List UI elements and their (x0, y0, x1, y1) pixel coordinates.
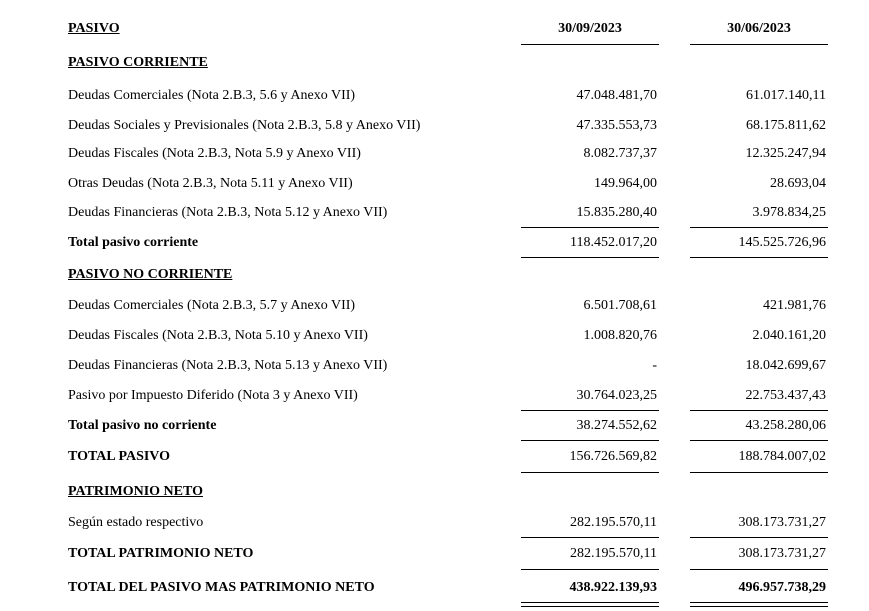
table-row (0, 202, 869, 224)
header-underline-col2 (690, 44, 828, 45)
row-label: Deudas Comerciales (Nota 2.B.3, 5.6 y Anexo VII) (68, 88, 356, 103)
grand-total-double-line-bottom-col2 (690, 606, 828, 607)
total-row (0, 543, 869, 565)
total-value-col2: 43.258.280,06 (745, 418, 826, 433)
row-value-col2: 61.017.140,11 (746, 88, 826, 103)
row-label: Deudas Financieras (Nota 2.B.3, Nota 5.13 y Anexo VII) (68, 358, 388, 373)
total-value-col2: 145.525.726,96 (738, 235, 826, 250)
column-header-30-06-2023: 30/06/2023 (727, 21, 791, 36)
row-value-col1: 282.195.570,11 (570, 515, 657, 530)
total-pasivo-label: TOTAL PASIVO (68, 449, 171, 464)
row-value-col2: 22.753.437,43 (745, 388, 826, 403)
row-value-col2: 2.040.161,20 (752, 328, 826, 343)
row-value-col2: 308.173.731,27 (738, 515, 826, 530)
total-row (0, 415, 869, 437)
row-value-col2: 18.042.699,67 (745, 358, 826, 373)
grand-total-double-line-top-col1 (521, 602, 659, 603)
row-label: Deudas Comerciales (Nota 2.B.3, 5.7 y Anexo VII) (68, 298, 356, 313)
row-value-col2: 12.325.247,94 (745, 146, 826, 161)
grand-total-row (0, 577, 869, 599)
subtotal-line-col1 (521, 410, 659, 411)
total-line-col1 (521, 257, 659, 258)
section-title-patrimonio-neto: PATRIMONIO NETO (68, 484, 203, 499)
total-pasivo-value-col1: 156.726.569,82 (569, 449, 657, 464)
row-label: Deudas Fiscales (Nota 2.B.3, Nota 5.9 y Anexo VII) (68, 146, 361, 161)
subtotal-line-col2 (690, 537, 828, 538)
grand-total-value-col1: 438.922.139,93 (569, 580, 657, 595)
table-row (0, 115, 869, 137)
table-row (0, 355, 869, 377)
table-row (0, 385, 869, 407)
header-row (0, 18, 869, 40)
row-value-col2: 28.693,04 (770, 176, 826, 191)
row-label: Pasivo por Impuesto Diferido (Nota 3 y Anexo VII) (68, 388, 358, 403)
row-value-col1: 1.008.820,76 (583, 328, 657, 343)
total-line-col1 (521, 440, 659, 441)
section-title-pasivo: PASIVO (68, 21, 120, 36)
grand-total-double-line-top-col2 (690, 602, 828, 603)
total-patrimonio-line-col1 (521, 569, 659, 570)
row-value-col1: 149.964,00 (594, 176, 657, 191)
row-value-col2: 68.175.811,62 (746, 118, 826, 133)
subtotal-line-col1 (521, 537, 659, 538)
table-row (0, 512, 869, 534)
grand-total-value-col2: 496.957.738,29 (738, 580, 826, 595)
total-pasivo-row (0, 446, 869, 468)
total-value-col1: 38.274.552,62 (576, 418, 657, 433)
grand-total-double-line-bottom-col1 (521, 606, 659, 607)
total-pasivo-line-col2 (690, 472, 828, 473)
row-label: Deudas Financieras (Nota 2.B.3, Nota 5.12 y Anexo VII) (68, 205, 388, 220)
row-value-col1: 15.835.280,40 (576, 205, 657, 220)
table-row (0, 173, 869, 195)
total-pasivo-line-col1 (521, 472, 659, 473)
row-label: Según estado respectivo (68, 515, 204, 530)
total-value-col1: 118.452.017,20 (570, 235, 657, 250)
total-patrimonio-line-col2 (690, 569, 828, 570)
row-value-col1: 6.501.708,61 (583, 298, 657, 313)
total-patrimonio-value-col2: 308.173.731,27 (738, 546, 826, 561)
row-value-col1: 47.335.553,73 (576, 118, 657, 133)
table-row (0, 325, 869, 347)
column-header-30-09-2023: 30/09/2023 (558, 21, 622, 36)
section-header-row (0, 264, 869, 286)
grand-total-label: TOTAL DEL PASIVO MAS PATRIMONIO NETO (68, 580, 375, 595)
total-patrimonio-value-col1: 282.195.570,11 (570, 546, 657, 561)
table-row (0, 85, 869, 107)
subtotal-line-col2 (690, 227, 828, 228)
table-row (0, 143, 869, 165)
total-row (0, 232, 869, 254)
total-line-col2 (690, 257, 828, 258)
row-value-col1: 47.048.481,70 (576, 88, 657, 103)
total-label: Total pasivo corriente (68, 235, 199, 250)
row-label: Deudas Sociales y Previsionales (Nota 2.B.3, 5.8 y Anexo VII) (68, 118, 421, 133)
row-value-col1: - (652, 358, 657, 373)
total-patrimonio-label: TOTAL PATRIMONIO NETO (68, 546, 254, 561)
section-header-row (0, 52, 869, 74)
section-title-pasivo-no-corriente: PASIVO NO CORRIENTE (68, 267, 233, 282)
header-underline-col1 (521, 44, 659, 45)
row-value-col2: 3.978.834,25 (752, 205, 826, 220)
row-label: Otras Deudas (Nota 2.B.3, Nota 5.11 y Anexo VII) (68, 176, 353, 191)
total-label: Total pasivo no corriente (68, 418, 217, 433)
section-title-pasivo-corriente: PASIVO CORRIENTE (68, 55, 208, 70)
row-value-col1: 8.082.737,37 (583, 146, 657, 161)
subtotal-line-col1 (521, 227, 659, 228)
total-line-col2 (690, 440, 828, 441)
subtotal-line-col2 (690, 410, 828, 411)
section-header-row (0, 481, 869, 503)
row-value-col1: 30.764.023,25 (576, 388, 657, 403)
row-value-col2: 421.981,76 (763, 298, 826, 313)
table-row (0, 295, 869, 317)
total-pasivo-value-col2: 188.784.007,02 (738, 449, 826, 464)
row-label: Deudas Fiscales (Nota 2.B.3, Nota 5.10 y Anexo VII) (68, 328, 368, 343)
